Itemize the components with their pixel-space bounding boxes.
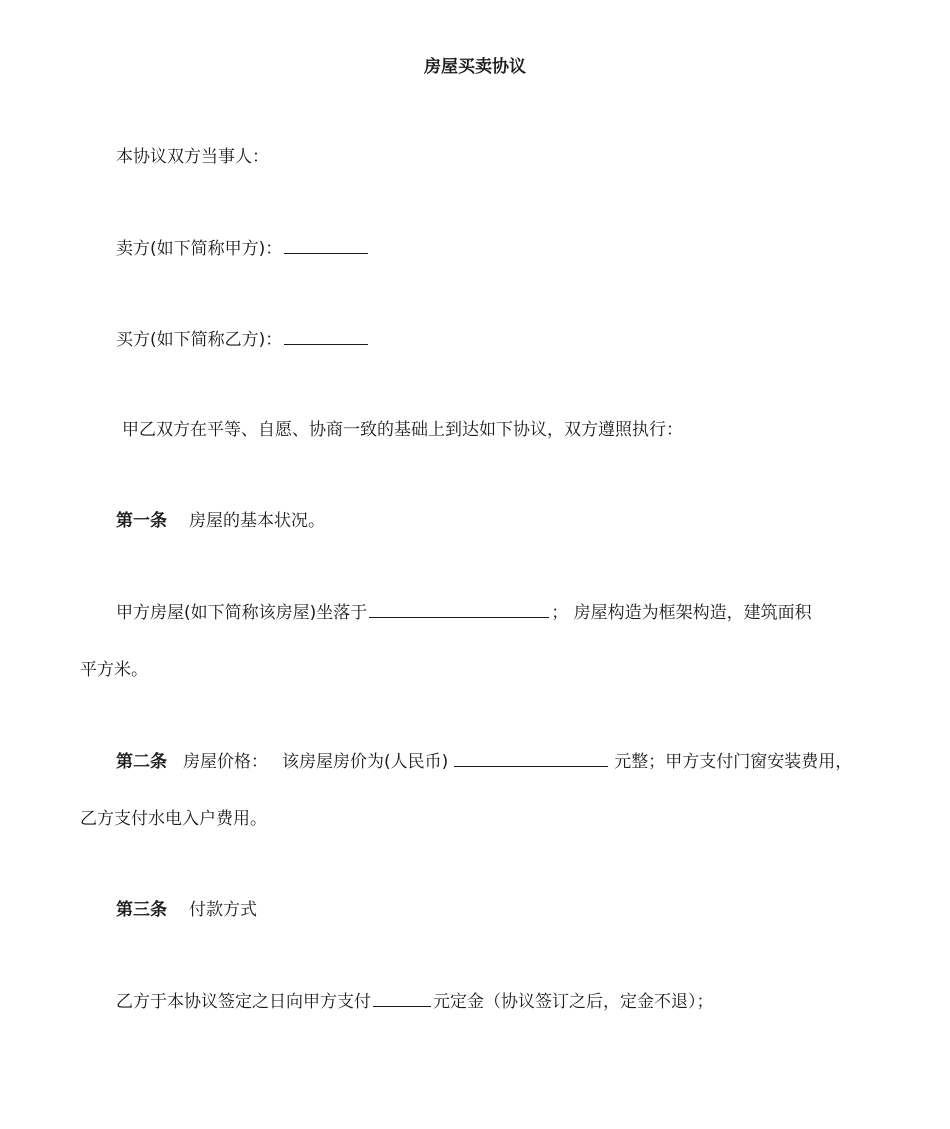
article3-text-line (116, 988, 714, 1015)
article1-heading: 第一条 (116, 511, 167, 531)
buyer-label: 买方(如下简称乙方)： (116, 330, 283, 350)
deposit-blank[interactable] (373, 988, 431, 1007)
article3-text-after: 元定金（协议签订之后，定金不退）； (433, 992, 714, 1012)
article2-text-before: 该房屋房价为(人民币) (282, 752, 449, 772)
agreement-text: 甲乙双方在平等、自愿、协商一致的基础上到达如下协议，双方遵照执行： (122, 420, 683, 440)
seller-name-blank[interactable] (284, 235, 368, 254)
article2-line (116, 748, 852, 775)
buyer-name-blank[interactable] (284, 326, 368, 345)
article2-continuation-line (80, 806, 267, 832)
article2-heading: 第二条 (116, 752, 167, 772)
document-title: 房屋买卖协议 (424, 57, 526, 77)
price-blank[interactable] (454, 748, 608, 767)
intro-text: 本协议双方当事人： (116, 147, 269, 167)
article3-heading-line (116, 897, 257, 923)
intro-line (116, 144, 269, 170)
article1-continuation-line (80, 657, 148, 683)
article1-text-after: ； 房屋构造为框架构造，建筑面积 (551, 603, 812, 623)
article2-continuation: 乙方支付水电入户费用。 (80, 809, 267, 829)
article1-text-line (116, 599, 812, 626)
article1-title: 房屋的基本状况。 (189, 511, 325, 531)
buyer-line (116, 326, 370, 353)
article3-text-before: 乙方于本协议签定之日向甲方支付 (116, 992, 371, 1012)
article1-text-before: 甲方房屋(如下简称该房屋)坐落于 (116, 603, 368, 623)
article2-title: 房屋价格： (183, 752, 268, 772)
seller-line (116, 235, 370, 262)
house-location-blank[interactable] (369, 599, 549, 618)
agreement-line (122, 417, 683, 443)
article1-continuation: 平方米。 (80, 660, 148, 680)
article2-text-after: 元整；甲方支付门窗安装费用， (614, 752, 853, 772)
article1-heading-line (116, 508, 325, 534)
article3-heading: 第三条 (116, 900, 167, 920)
seller-label: 卖方(如下简称甲方)： (116, 239, 283, 259)
article3-title: 付款方式 (189, 900, 257, 920)
